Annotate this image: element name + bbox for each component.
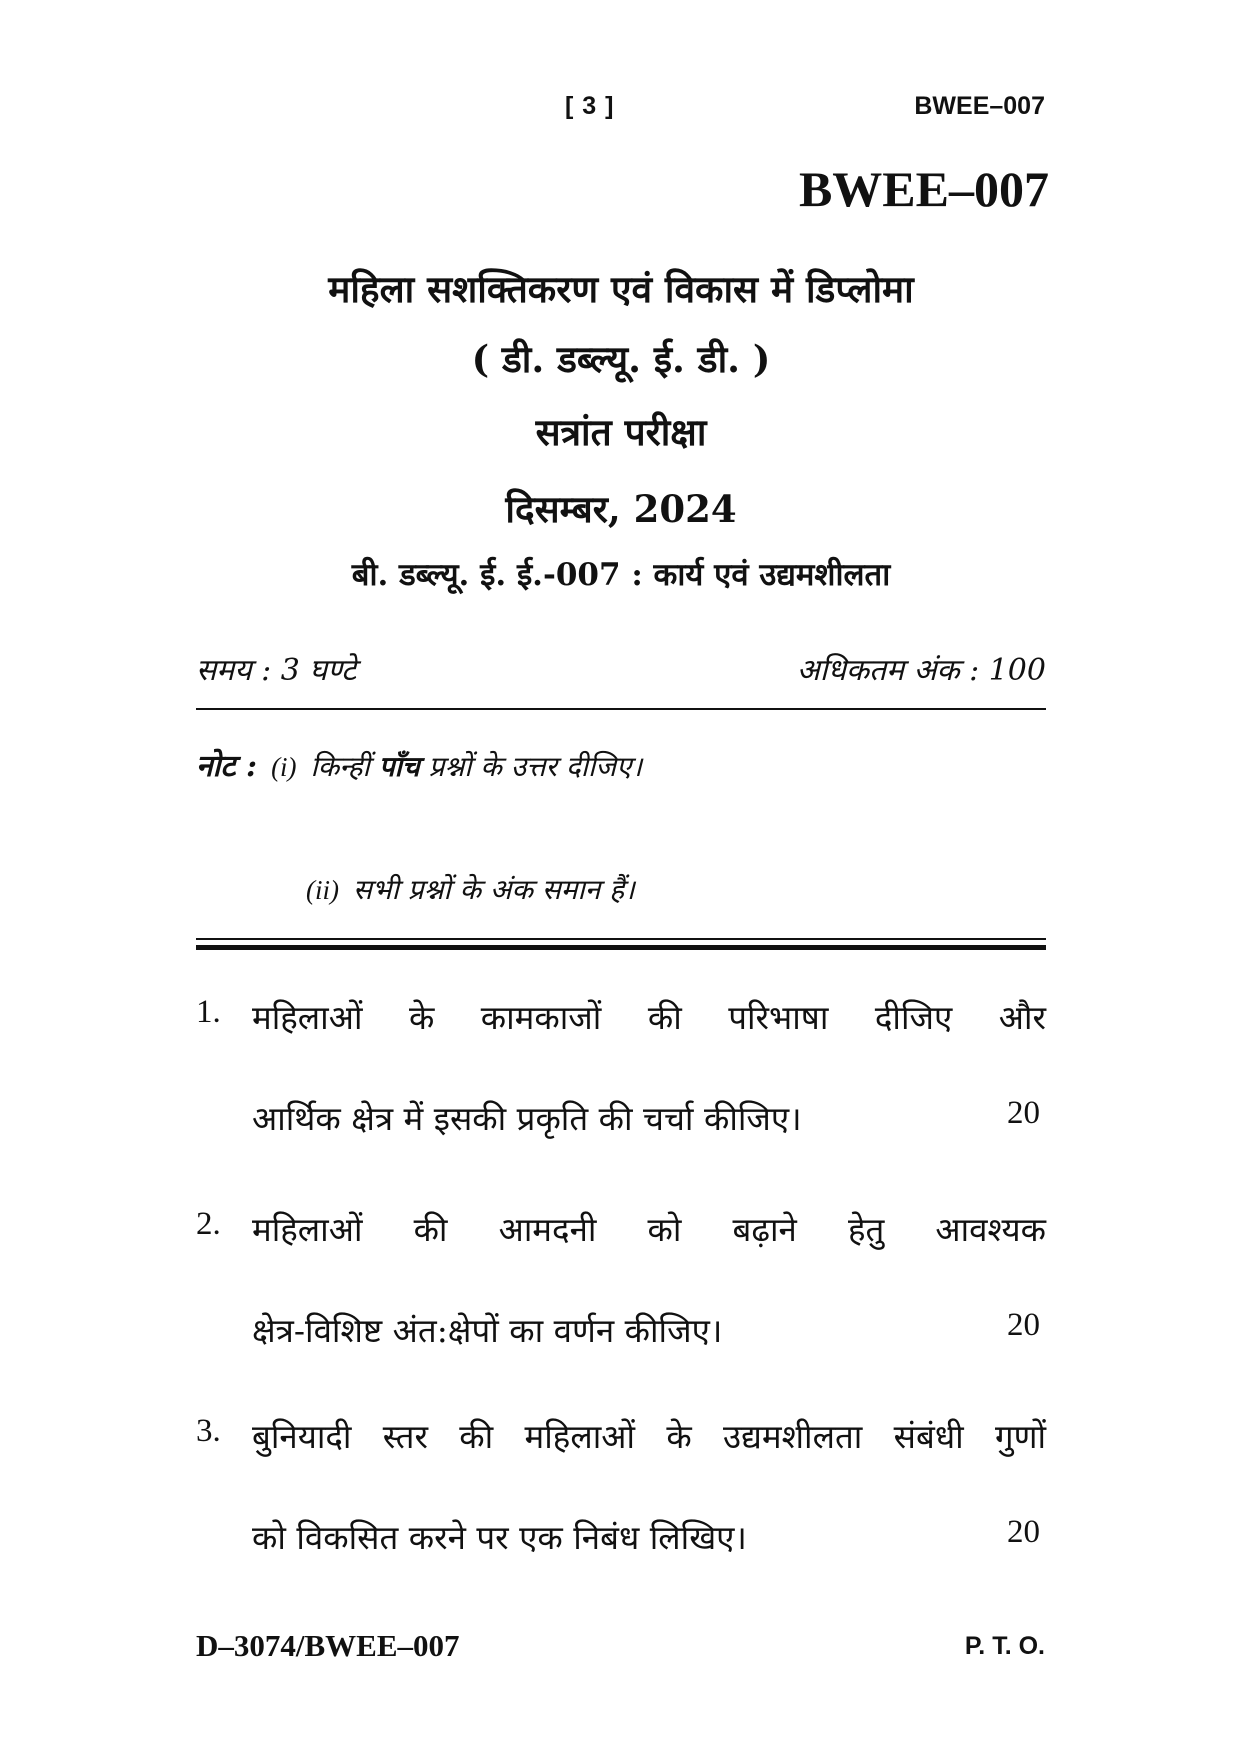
exam-date: दिसम्बर, 2024: [505, 487, 737, 531]
question-marks: 20: [1007, 1514, 1040, 1550]
divider-double-top: [196, 938, 1046, 940]
question-text-line2: क्षेत्र-विशिष्ट अंत:क्षेपों का वर्णन कीजिए।: [252, 1311, 723, 1350]
exam-meta-row: [196, 648, 1046, 689]
page-number: [ 3 ]: [565, 92, 615, 120]
note-text: [311, 747, 643, 785]
exam-type: सत्रांत परीक्षा: [535, 410, 707, 454]
question-3: [196, 1413, 1046, 1559]
course-title: बी. डब्ल्यू. ई. ई.-007 : कार्य एवं उद्यमशीलता: [351, 557, 891, 593]
header-course-code: BWEE–007: [914, 92, 1045, 120]
note-text-pre: किन्हीं: [310, 750, 370, 783]
question-marks: 20: [1007, 1095, 1040, 1131]
question-text-line2: आर्थिक क्षेत्र में इसकी प्रकृति की चर्चा कीजिए।: [252, 1099, 802, 1138]
note-numeral: (i): [271, 752, 297, 782]
note-item-2: [306, 870, 635, 908]
note-text-post: प्रश्नों के उत्तर दीजिए।: [428, 750, 643, 783]
question-number: 3.: [196, 1413, 221, 1449]
note-text-emphasis: पाँच: [378, 750, 420, 783]
question-2: [196, 1206, 1046, 1352]
footer-paper-code: D–3074/BWEE–007: [196, 1628, 460, 1663]
please-turn-over: P. T. O.: [964, 1632, 1045, 1660]
note-numeral: (ii): [306, 875, 339, 905]
question-number: 1.: [196, 994, 221, 1030]
divider-double-bottom: [196, 945, 1046, 950]
question-number: 2.: [196, 1206, 221, 1242]
question-text-line2: को विकसित करने पर एक निबंध लिखिए।: [252, 1518, 747, 1557]
question-text-line1: महिलाओं के कामकाजों की परिभाषा दीजिए और: [252, 998, 1046, 1037]
note-label: नोट :: [196, 749, 258, 784]
maximum-marks: अधिकतम अंक : 100: [796, 653, 1046, 688]
note-item-1: [196, 744, 642, 785]
program-title: महिला सशक्तिकरण एवं विकास में डिप्लोमा: [328, 267, 914, 311]
course-code-title: BWEE–007: [798, 161, 1049, 217]
time-allowed: समय : 3 घण्टे: [196, 653, 357, 688]
question-1: [196, 994, 1046, 1140]
question-marks: 20: [1007, 1307, 1040, 1343]
question-text-line1: बुनियादी स्तर की महिलाओं के उद्यमशीलता संबंधी गुणों: [252, 1417, 1046, 1456]
question-text-line1: महिलाओं की आमदनी को बढ़ाने हेतु आवश्यक: [252, 1210, 1046, 1249]
note-text: सभी प्रश्नों के अंक समान हैं।: [353, 873, 635, 906]
program-abbreviation: ( डी. डब्ल्यू. ई. डी. ): [471, 337, 771, 381]
divider: [196, 708, 1046, 710]
